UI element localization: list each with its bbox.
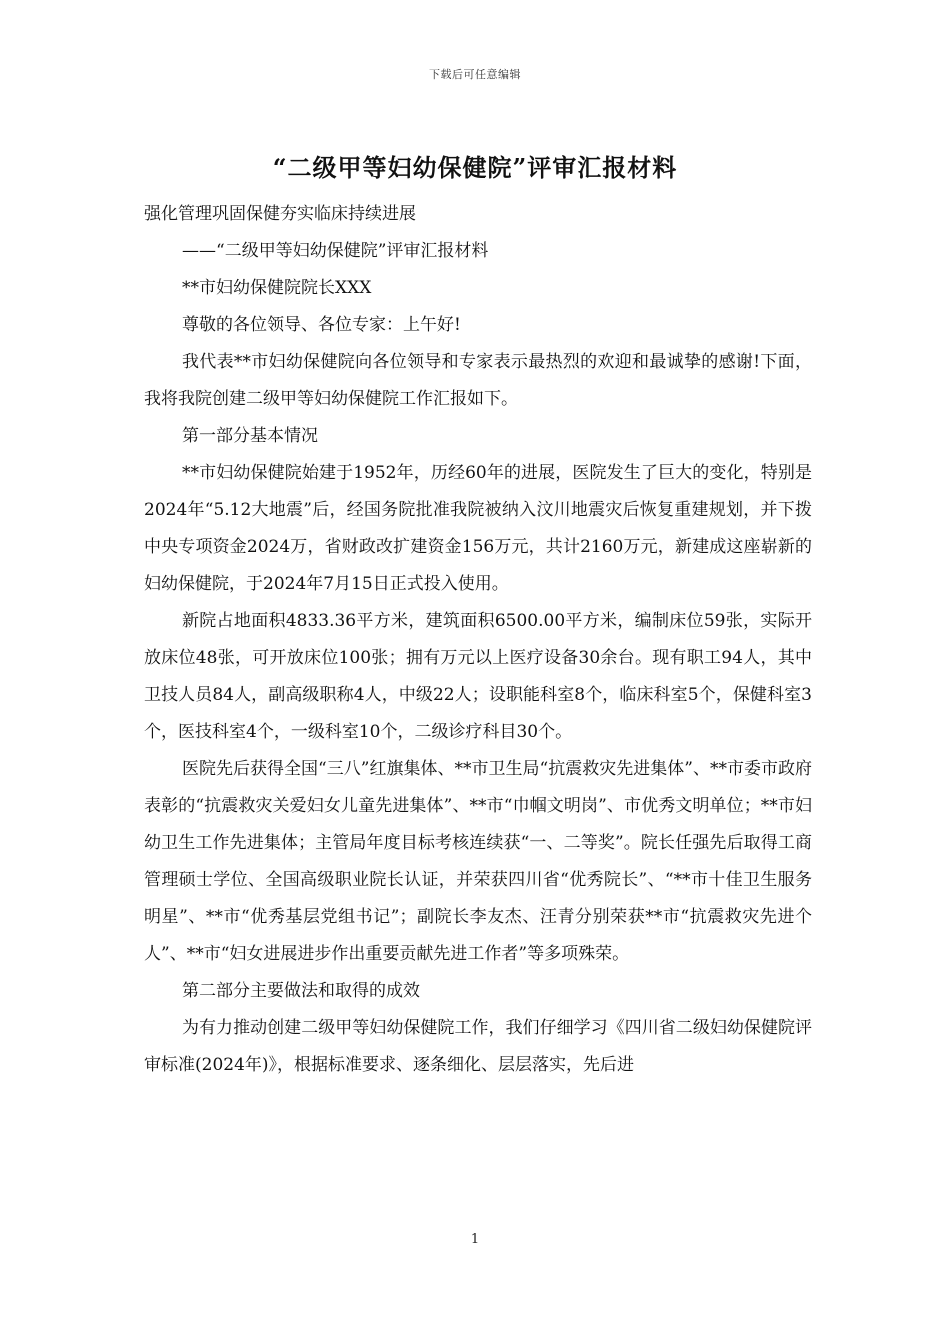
section-1-paragraph-3: 医院先后获得全国“三八”红旗集体、**市卫生局“抗震救灾先进集体”、**市委市政府表彰的“抗震救灾关爱妇女儿童先进集体”、**市“巾帼文明岗”、市优秀文明单位；**市妇幼卫生工作先进集体；主管局年度目标考核连续获“一、二等奖”。院长任强先后取得工商管理硕士学位、全国高级职业院长认证，并荣获四川省“优秀院长”、“**市十佳卫生服务明星”、**市“优秀基层党组书记”；副院长李友杰、汪青分别荣获**市“抗震救灾先进个人”、**市“妇女进展进步作出重要贡献先进工作者”等多项殊荣。	[144, 759, 812, 964]
section-1-paragraph-2: 新院占地面积4833.36平方米，建筑面积6500.00平方米，编制床位59张，实际开放床位48张，可开放床位100张；拥有万元以上医疗设备30余台。现有职工94人，其中卫技人员84人，副高级职称4人，中级22人；设职能科室8个，临床科室5个，保健科室3个，医技科室4个，一级科室10个，二级诊疗科目30个。	[144, 611, 812, 742]
section-1-heading: 第一部分基本情况	[182, 426, 318, 446]
document-author: **市妇幼保健院院长XXX	[182, 278, 372, 298]
section-2-heading: 第二部分主要做法和取得的成效	[182, 981, 420, 1001]
document-title: “二级甲等妇幼保健院”评审汇报材料	[272, 153, 678, 182]
document-subtitle-line2: ——“二级甲等妇幼保健院”评审汇报材料	[182, 241, 489, 261]
page-number: 1	[470, 1232, 480, 1247]
greeting-paragraph: 尊敬的各位领导、各位专家：上午好!	[182, 315, 461, 335]
intro-paragraph: 我代表**市妇幼保健院向各位领导和专家表示最热烈的欢迎和最诚挚的感谢!下面，我将我院创建二级甲等妇幼保健院工作汇报如下。	[144, 352, 812, 409]
document-body	[144, 196, 812, 1084]
document-subtitle: 强化管理巩固保健夯实临床持续进展	[144, 204, 416, 224]
section-1-paragraph-1: **市妇幼保健院始建于1952年，历经60年的进展，医院发生了巨大的变化，特别是2024年“5.12大地震”后，经国务院批准我院被纳入汶川地震灾后恢复重建规划，并下拨中央专项资金2024万，省财政改扩建资金156万元，共计2160万元，新建成这座崭新的妇幼保健院，于2024年7月15日正式投入使用。	[144, 463, 812, 594]
section-2-paragraph-1: 为有力推动创建二级甲等妇幼保健院工作，我们仔细学习《四川省二级妇幼保健院评审标准(2024年)》，根据标准要求、逐条细化、层层落实，先后进	[144, 1018, 812, 1075]
page-header-note: 下载后可任意编辑	[429, 68, 521, 81]
